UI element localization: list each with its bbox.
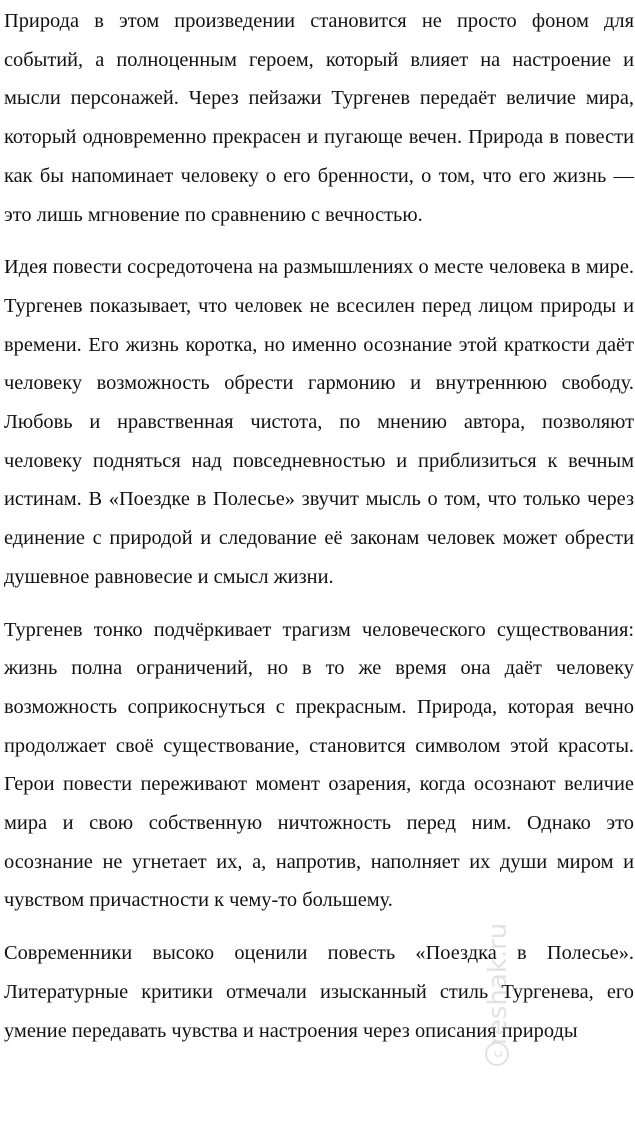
paragraph-nature-role: Природа в этом произведении становится не просто фоном для событий, а полноценным героем, который влияет на настроение и мысли персонажей. Через пейзажи Тургенев передаёт величие мира, который одновременно прекрасен и пугающе вечен. Природа в повести как бы напоминает человеку о его бренности, о том, что его жизнь — это лишь мгновение по сравнению с вечностью. [4,10,634,226]
paragraph-idea: Идея повести сосредоточена на размышлениях о месте человека в мире. Тургенев показывает, что человек не всесилен перед лицом природы и времени. Его жизнь коротка, но именно осознание этой краткости даёт человеку возможность обрести гармонию и внутреннюю свободу. Любовь и нравственная чистота, по мнению автора, позволяют человеку подняться над повседневностью и приблизиться к вечным истинам. В «Поездке в Полесье» звучит мысль о том, что только через единение с природой и следование её законам человек может обрести душевное равновесие и смысл жизни. [4,256,634,588]
svg-text:c: c [491,1050,506,1058]
watermark-text: reshak.ru [483,922,513,1046]
paragraph-tragedy: Тургенев тонко подчёркивает трагизм человеческого существования: жизнь полна ограничений, но в то же время она даёт человеку возможность соприкоснуться с прекрасным. Природа, которая вечно продолжает своё существование, становится символом этой красоты. Герои повести переживают момент озарения, когда осознают величие мира и свою собственную ничтожность перед ним. Однако это осознание не угнетает их, а, напротив, наполняет их души миром и чувством причастности к чему-то большему. [4,618,634,912]
paragraph-contemporaries: Современники высоко оценили повесть «Поездка в Полесье». Литературные критики отмечали изысканный стиль Тургенева, его умение передавать чувства и настроения через описания природы [4,942,634,1042]
